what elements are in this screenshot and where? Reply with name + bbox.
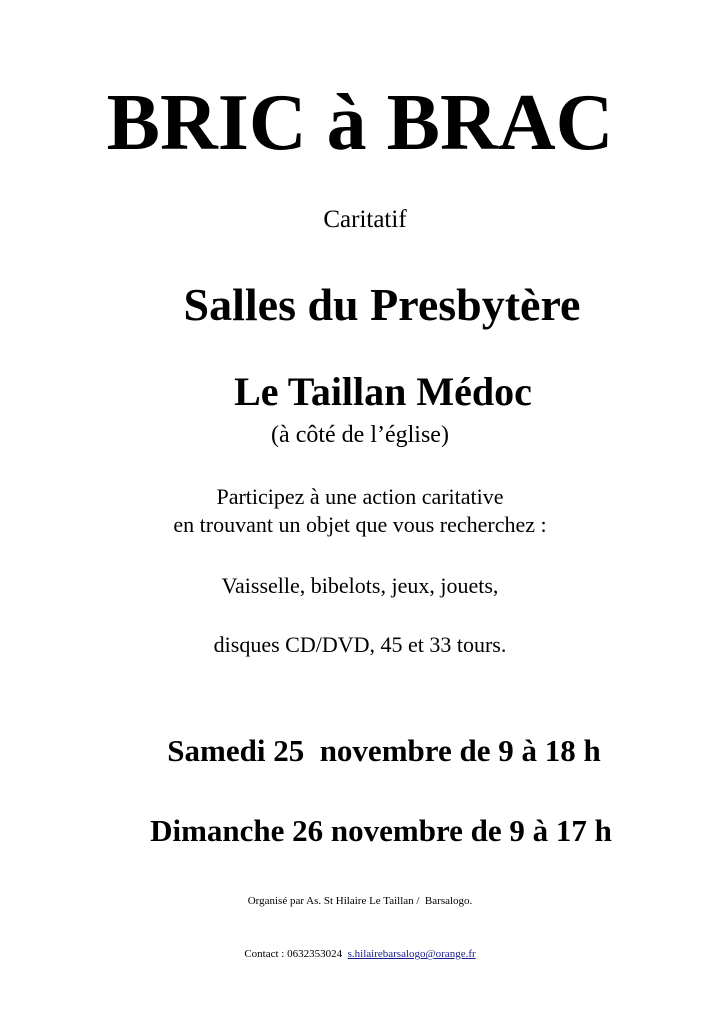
town: Le Taillan Médoc [234,369,532,414]
items-line-1: Vaisselle, bibelots, jeux, jouets, [221,573,499,598]
date-sunday: Dimanche 26 novembre de 9 à 17 h [150,813,612,848]
intro-line-2: en trouvant un objet que vous recherchez : [173,512,547,537]
contact [0,949,720,960]
contact-phone: Contact : 0632353024 [244,948,343,960]
date-saturday: Samedi 25 novembre de 9 à 18 h [167,733,601,768]
location-note: (à côté de l’église) [271,422,449,448]
organizer: Organisé par As. St Hilaire Le Taillan / Barsalogo. [247,895,473,907]
items-line-2: disques CD/DVD, 45 et 33 tours. [213,632,507,657]
subtitle: Caritatif [323,206,407,233]
intro-line-1: Participez à une action caritative [216,484,504,509]
venue: Salles du Presbytère [183,279,581,330]
poster-title: BRIC à BRAC [106,79,614,167]
contact-email-link[interactable]: s.hilairebarsalogo@orange.fr [347,948,476,960]
